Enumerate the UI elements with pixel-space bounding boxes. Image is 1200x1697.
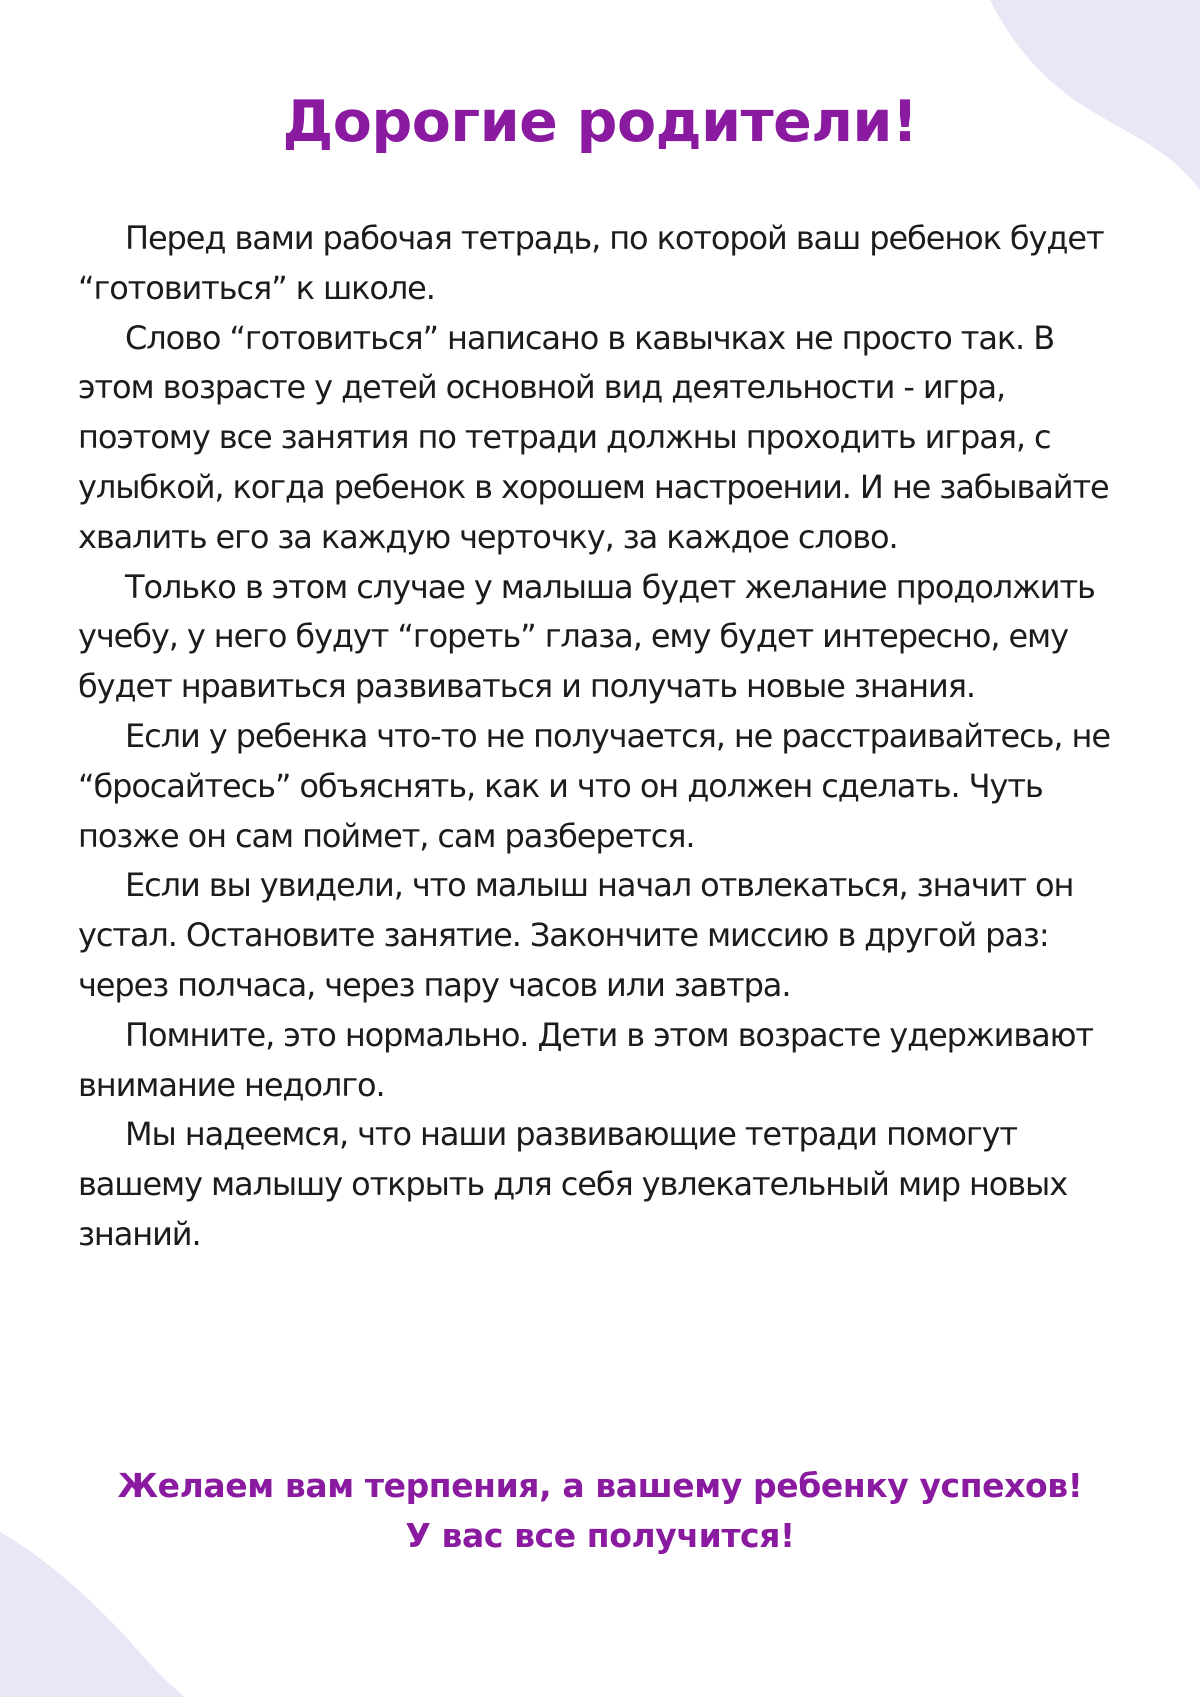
page-title: Дорогие родители! [282,89,918,155]
closing-line-wishes: Желаем вам терпения, а вашему ребенку успехов! [117,1466,1083,1505]
paragraph-workbook-intro: Перед вами рабочая тетрадь, по которой ваш ребенок будет “готовиться” к школе. [78,219,1104,307]
paragraph-hope: Мы надеемся, что наши развивающие тетради помогут вашему малышу открыть для себя увлекательный мир новых знаний. [78,1115,1068,1253]
closing-line-encouragement: У вас все получится! [405,1516,795,1555]
paragraph-difficulties: Если у ребенка что-то не получается, не расстраивайтесь, не “бросайтесь” объяснять, как и что он должен сделать. Чуть позже он сам поймет, сам разберется. [78,716,1110,855]
paragraph-motivation: Только в этом случае у малыша будет желание продолжить учебу, у него будут “гореть” глаза, ему будет интересно, ему будет нравиться развиваться и получать новые знания. [78,567,1095,706]
paragraph-play-learning: Слово “готовиться” написано в кавычках не просто так. В этом возрасте у детей основной вид деятельности - игра, поэтому все занятия по тетради должны проходить играя, с улыбкой, когда ребенок в хорошем настроении. И не забывайте хвалить его за каждую черточку, за каждое слово. [78,318,1109,556]
paragraph-attention: Помните, это нормально. Дети в этом возрасте удерживают внимание недолго. [78,1015,1093,1104]
paragraph-fatigue: Если вы увидели, что малыш начал отвлекаться, значит он устал. Остановите занятие. Закончите миссию в другой раз: через полчаса, через пару часов или завтра. [78,866,1074,1004]
closing-wishes [0,1461,1200,1561]
letter-body [78,214,1138,1260]
